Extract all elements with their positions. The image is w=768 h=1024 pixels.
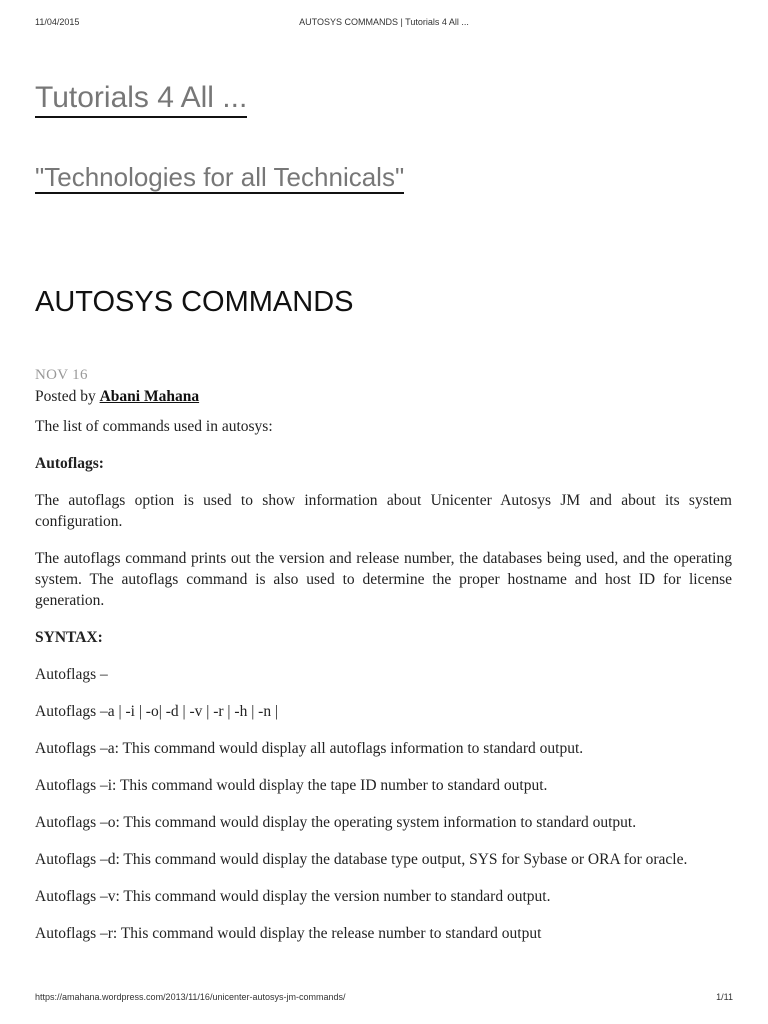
syntax-line: Autoflags –a | -i | -o| -d | -v | -r | -h | -n | <box>35 703 279 720</box>
syntax-line: Autoflags –r: This command would display the release number to standard output <box>35 925 542 942</box>
print-url: https://amahana.wordpress.com/2013/11/16/unicenter-autosys-jm-commands/ <box>35 992 346 1002</box>
print-date: 11/04/2015 <box>35 17 80 27</box>
syntax-line: Autoflags – <box>35 666 108 683</box>
syntax-heading: SYNTAX: <box>35 629 103 646</box>
syntax-line: Autoflags –a: This command would display all autoflags information to standard output. <box>35 740 584 757</box>
syntax-line: Autoflags –d: This command would display the database type output, SYS for Sybase or ORA for oracle. <box>35 851 688 868</box>
byline-prefix: Posted by <box>35 388 96 405</box>
post-title: AUTOSYS COMMANDS <box>35 286 354 318</box>
syntax-line: Autoflags –i: This command would display the tape ID number to standard output. <box>35 777 548 794</box>
print-footer <box>35 992 733 1006</box>
post-byline <box>35 386 732 407</box>
post-content <box>35 386 732 960</box>
syntax-line: Autoflags –v: This command would display the version number to standard output. <box>35 888 551 905</box>
site-title-link[interactable]: Tutorials 4 All ... <box>35 80 247 118</box>
site-tagline: "Technologies for all Technicals" <box>35 162 405 192</box>
post-intro: The list of commands used in autosys: <box>35 418 273 435</box>
syntax-heading-line <box>35 627 732 648</box>
paragraph-autoflags-details: The autoflags command prints out the version and release number, the databases being used, and the operating system. The autoflags command is also used to determine the proper hostname and host ID for license generation. <box>35 550 732 609</box>
author-link[interactable]: Abani Mahana <box>99 388 200 405</box>
syntax-line: Autoflags –o: This command would display the operating system information to standard output. <box>35 814 637 831</box>
post-date: NOV 16 <box>35 367 88 383</box>
autoflags-heading: Autoflags: <box>35 455 104 472</box>
print-page-title: AUTOSYS COMMANDS | Tutorials 4 All ... <box>299 17 469 27</box>
section-heading <box>35 453 732 474</box>
print-page-number: 1/11 <box>716 992 733 1002</box>
paragraph-autoflags-description: The autoflags option is used to show information about Unicenter Autosys JM and about its system configuration. <box>35 492 732 530</box>
print-header <box>35 17 733 31</box>
